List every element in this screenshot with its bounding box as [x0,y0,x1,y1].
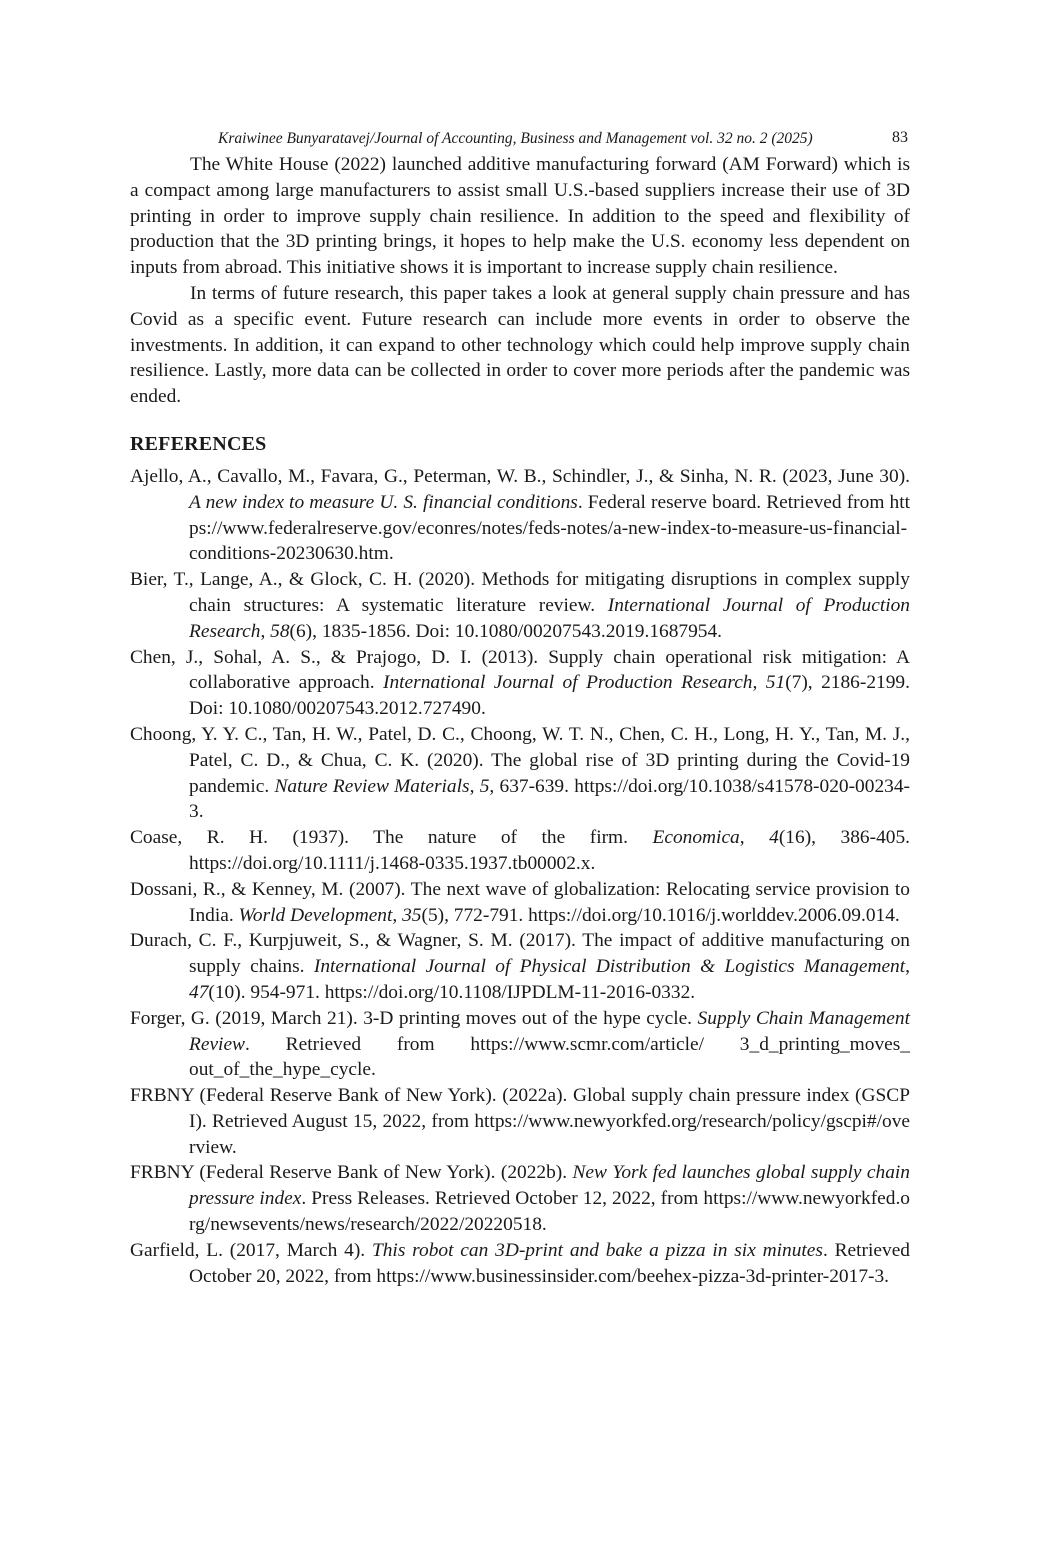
running-head-title: Kraiwinee Bunyaratavej/Journal of Accounting, Business and Management vol. 32 no. 2 (2025) [218,130,813,147]
journal-page [130,126,910,1289]
reference-item: Choong, Y. Y. C., Tan, H. W., Patel, D. C., Choong, W. T. N., Chen, C. H., Long, H. Y., Tan, M. J., Patel, C. D., & Chua, C. K. (2020). The global rise of 3D printing during the Covid-19 pandemic. Nature Review Materials, 5, 637-639. https://doi.org/10.1038/s41578-020-00234-3. [130,723,910,823]
reference-item: Chen, J., Sohal, A. S., & Prajogo, D. I. (2013). Supply chain operational risk mitigation: A collaborative approach. International Journal of Production Research, 51(7), 2186-2199. Doi: 10.1080/00207543.2012.727490. [130,646,910,720]
reference-item: Dossani, R., & Kenney, M. (2007). The next wave of globalization: Relocating service provision to India. World Development, 35(5), 772-791. https://doi.org/10.1016/j.worlddev.2006.09.014. [130,878,910,926]
body-paragraph: The White House (2022) launched additive manufacturing forward (AM Forward) which is a compact among large manufacturers to assist small U.S.-based suppliers increase their use of 3D printing in order to improve supply chain resilience. In addition to the speed and flexibility of production that the 3D printing brings, it hopes to help make the U.S. economy less dependent on inputs from abroad. This initiative shows it is important to increase supply chain resilience. [130,154,910,279]
reference-item: Coase, R. H. (1937). The nature of the firm. Economica, 4(16), 386-405. https://doi.org/10.1111/j.1468-0335.1937.tb00002.x. [130,827,911,874]
reference-item: Durach, C. F., Kurpjuweit, S., & Wagner, S. M. (2017). The impact of additive manufacturing on supply chains. International Journal of Physical Distribution & Logistics Management, 47(10). 954-971. https://doi.org/10.1108/IJPDLM-11-2016-0332. [130,930,911,1003]
reference-item: FRBNY (Federal Reserve Bank of New York). (2022b). New York fed launches global supply chain pressure index. Press Releases. Retrieved October 12, 2022, from https://www.newyorkfed.org/newsevents/news/research/2022/20220518. [130,1162,911,1236]
reference-item: Forger, G. (2019, March 21). 3-D printing moves out of the hype cycle. Supply Chain Management Review. Retrieved from https://www.scmr.com/article/ 3_d_printing_moves_ out_of_the_hype_cycle. [130,1007,910,1081]
reference-item: FRBNY (Federal Reserve Bank of New York). (2022a). Global supply chain pressure index (GSCPI). Retrieved August 15, 2022, from https://www.newyorkfed.org/research/policy/gscpi#/overview. [130,1085,910,1158]
references-heading: REFERENCES [130,432,267,455]
running-head [130,126,910,152]
reference-item: Garfield, L. (2017, March 4). This robot can 3D-print and bake a pizza in six minutes. Retrieved October 20, 2022, from https://www.businessinsider.com/beehex-pizza-3d-printer-2017-3. [130,1239,910,1287]
body-paragraph: In terms of future research, this paper takes a look at general supply chain pressure and has Covid as a specific event. Future research can include more events in order to observe the investments. In addition, it can expand to other technology which could help improve supply chain resilience. Lastly, more data can be collected in order to cover more periods after the pandemic was ended. [130,282,910,408]
reference-item: Ajello, A., Cavallo, M., Favara, G., Peterman, W. B., Schindler, J., & Sinha, N. R. (2023, June 30). A new index to measure U. S. financial conditions. Federal reserve board. Retrieved from https://www.federalreserve.gov/econres/notes/feds-notes/a-new-index-to-measure-us-financial-conditions-20230630.htm. [130,465,910,565]
page-number: 83 [892,129,908,146]
reference-list [130,464,910,1290]
reference-item: Bier, T., Lange, A., & Glock, C. H. (2020). Methods for mitigating disruptions in complex supply chain structures: A systematic literature review. International Journal of Production Research, 58(6), 1835-1856. Doi: 10.1080/00207543.2019.1687954. [130,569,911,642]
